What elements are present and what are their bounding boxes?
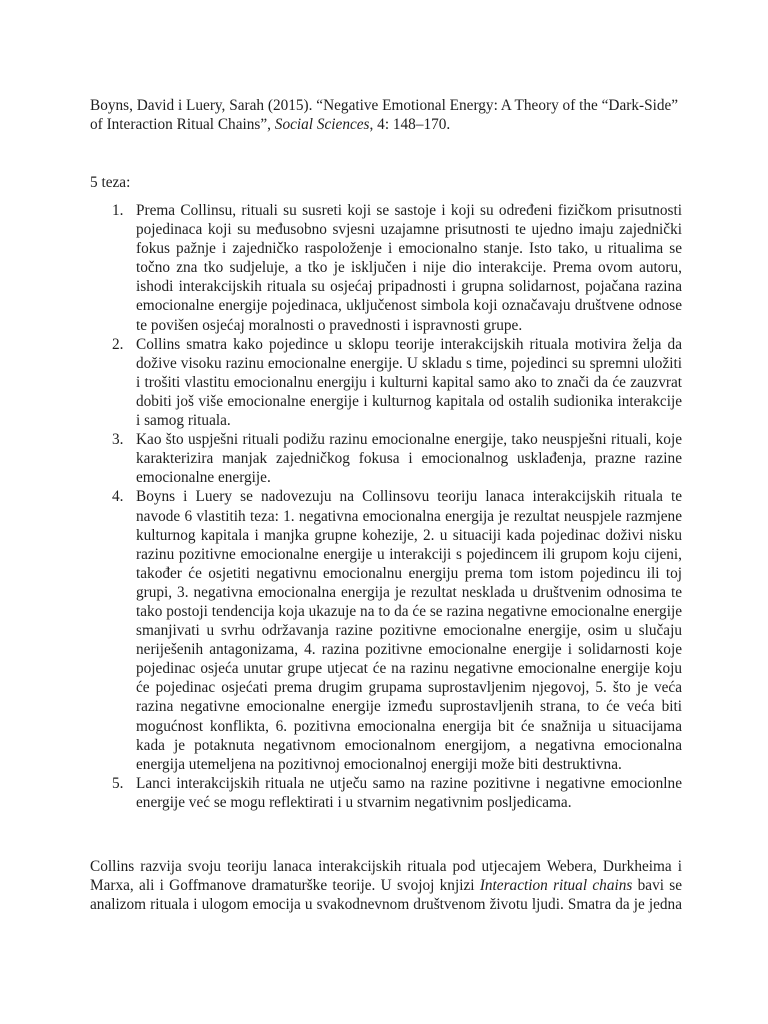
thesis-number: 1. xyxy=(112,202,124,219)
thesis-text: Collins smatra kako pojedince u sklopu teorije interakcijskih rituala motivira želja da dožive visoku razinu emocionalne energije. U skladu s time, pojedinci su spremni uložiti i trošiti vlastitu emocionalnu energiju i kulturni kapital samo ako to znači da će zauzvrat dobiti još više emocionalne energije i kulturnog kapitala od ostalih sudionika interakcije i samog rituala. xyxy=(136,335,682,430)
theses-list xyxy=(90,201,682,812)
thesis-item-1 xyxy=(90,201,682,335)
closing-paragraph: Collins razvija svoju teoriju lanaca interakcijskih rituala pod utjecajem Webera, Durkheima i Marxa, ali i Goffmanove dramaturške teorije. U svojoj knjizi Interaction ritual chains bavi se analizom rituala i ulogom emocija u svakodnevnom društvenom životu ljudi. Smatra da je jedna xyxy=(90,858,683,914)
thesis-text: Prema Collinsu, rituali su susreti koji se sastoje i koji su određeni fizičkom prisutnosti pojedinaca koji su međusobno svjesni uzajamne prisutnosti te ujedno imaju zajednički fokus pažnje i zajedničko raspoloženje i emocionalno stanje. Isto tako, u ritualima se točno zna tko sudjeluje, a tko je isključen i nije dio interakcije. Prema ovom autoru, ishodi interakcijskih rituala su osjećaj pripadnosti i grupna solidarnost, pojačana razina emocionalne energije pojedinaca, uključenost simbola koji označavaju društvene odnose te povišen osjećaj moralnosti o pravednosti i ispravnosti grupe. xyxy=(136,202,682,334)
citation-pages: , 4: 148–170. xyxy=(369,116,451,134)
thesis-number: 5. xyxy=(112,774,124,792)
citation: Boyns, David i Luery, Sarah (2015). “Negative Emotional Energy: A Theory of the “Dark-Side” of Interaction Ritual Chains”, Social Sciences, 4: 148–170. xyxy=(90,97,679,134)
citation-journal: Social Sciences xyxy=(274,116,370,134)
theses-heading: 5 teza: xyxy=(90,174,131,191)
thesis-number: 3. xyxy=(112,431,124,449)
thesis-item-2 xyxy=(90,335,682,430)
thesis-number: 4. xyxy=(112,488,124,506)
thesis-text: Lanci interakcijskih rituala ne utječu samo na razine pozitivne i negativne emocionlne energije već se mogu reflektirati i u stvarnim negativnim posljedicama. xyxy=(136,774,682,811)
thesis-item-3 xyxy=(90,430,682,487)
thesis-item-5 xyxy=(90,774,682,812)
thesis-text: Kao što uspješni rituali podižu razinu emocionalne energije, tako neuspješni rituali, koje karakterizira manjak zajedničkog fokusa i emocionalnog usklađenja, prazne razine emocionalne energije. xyxy=(136,431,682,487)
thesis-text: Boyns i Luery se nadovezuju na Collinsovu teoriju lanaca interakcijskih rituala te navode 6 vlastitih teza: 1. negativna emocionalna energija je rezultat neuspjele razmjene kulturnog kapitala i manjka grupne kohezije, 2. u situaciji kada pojedinac doživi nisku razinu pozitivne emocionalne energije u interakciji s pojedincem ili grupom koju cijeni, također će osjetiti negativnu emocionalnu energiju prema tom istom pojedincu ili toj grupi, 3. negativna emocionalna energija je rezultat nesklada u društvenim odnosima te tako postoji tendencija koja ukazuje na to da će se razina negativne emocionalne energije smanjivati u svrhu održavanja razine pozitivne emocionalne energije, osim u slučaju neriješenih antagonizama, 4. razina pozitivne emocionalne energije i solidarnosti koje pojedinac osjeća unutar grupe utjecat će na razinu negativne emocionalne energije koju će pojedinac osjećati prema drugim grupama suprostavljenim njegovoj, 5. što je veća razina negativne emocionalne energije između suprostavljenih strana, to će veća biti mogućnost konflikta, 6. pozitivna emocionalna energija bit će snažnija u situacijama kada je potaknuta negativnom emocionalnom energijom, a negativna emocionalna energija utemeljena na pozitivnoj emocionalnoj energiji može biti destruktivna. xyxy=(136,488,682,773)
book-title: Interaction ritual chains xyxy=(479,877,633,895)
thesis-number: 2. xyxy=(112,335,124,353)
thesis-item-4 xyxy=(90,487,682,773)
citation-authors-title: Boyns, David i Luery, Sarah (2015). “Negative Emotional Energy: A Theory of the “Dark-Side” of Interaction Ritual Chains” xyxy=(90,97,679,134)
